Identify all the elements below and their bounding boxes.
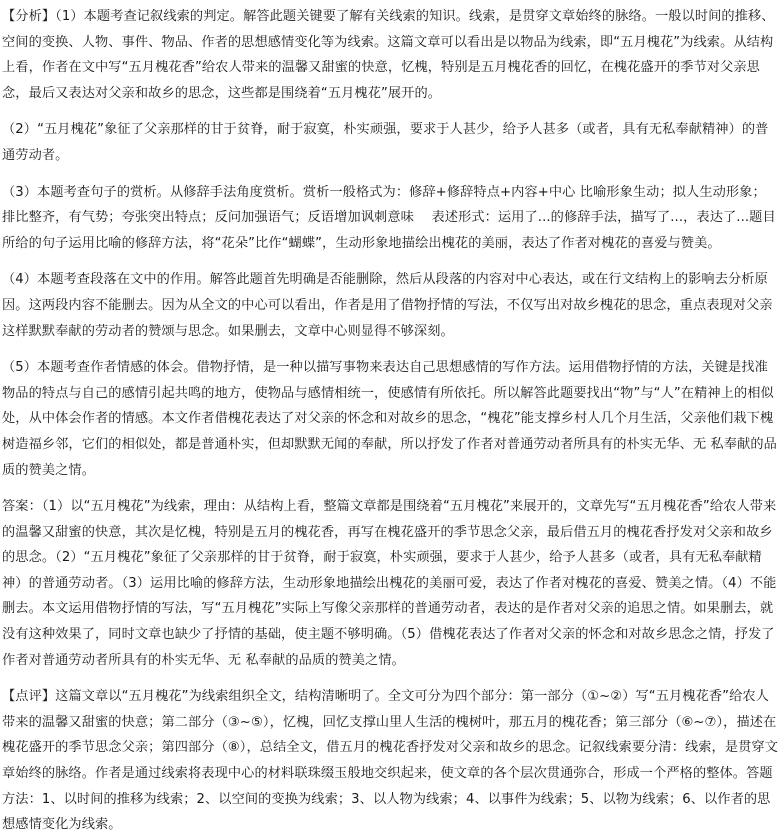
analysis-paragraph-4: （4）本题考查段落在文中的作用。解答此题首先明确是否能删除，然后从段落的内容对中心表达，或在行文结构上的影响去分析原因。这两段内容不能删去。因为从全文的中心可以看出，作者是用了借物抒情的写法，不仅写出对故乡槐花的思念，重点表现对父亲这样默默奉献的劳动者的赞颂与思念。如果删去，文章中心则显得不够深刻。 — [2, 272, 773, 339]
comment-label: 【点评】 — [2, 689, 56, 705]
comment-paragraph — [2, 684, 778, 838]
analysis-paragraph-5: （5）本题考查作者情感的体会。借物抒情，是一种以描写事物来表达自己思想感情的写作方法。运用借物抒情的方法，关键是找准物品的特点与自己的感情引起共鸣的地方，使物品与感情相统一，使感情有所依托。所以解答此题要找出“物”与“人”在精神上的相似处，从中体会作者的情感。本文作者借槐花表达了对父亲的怀念和对故乡的思念，“槐花”能支撑乡村人几个月生活，父亲他们栽下槐树造福乡邻，它们的相似处，都是普通朴实，但却默默无闻的奉献，所以抒发了作者对普通劳动者所具有的朴实无华、无 私奉献的品质的赞美之情。 — [2, 360, 777, 478]
analysis-paragraph-2: （2）“五月槐花”象征了父亲那样的甘于贫脊，耐于寂寞，朴实顽强，要求于人甚少，给予人甚多（或者，具有无私奉献精神）的普通劳动者。 — [2, 122, 769, 163]
analysis-paragraph-3: （3）本题考查句子的赏析。从修辞手法角度赏析。赏析一般格式为：修辞+修辞特点+内容+中心 比喻形象生动；拟人生动形象；排比整齐，有气势；夸张突出特点；反问加强语气；反语增加讽刺意味 表述形式：运用了...的修辞手法，描写了...，表达了...题目所给的句子运用比喻的修辞方法，将“花朵”比作“蝴蝶”，生动形象地描绘出槐花的美丽，表达了作者对槐花的喜爱与赞美。 — [2, 184, 776, 251]
analysis-label: 【分析】 — [2, 9, 56, 24]
analysis-p1-text: （1）本题考查记叙线索的判定。解答此题关键要了解有关线索的知识。线索，是贯穿文章始终的脉络。一般以时间的推移、空间的变换、人物、事件、物品、作者的思想感情变化等为线索。这篇文章可以看出是以物品为线索，即“五月槐花”为线索。从结构上看，作者在文中写“五月槐花香”给农人带来的温馨又甜蜜的快意，忆槐，特别是五月槐花香的回忆，在槐花盛开的季节对父亲思念，最后又表达对父亲和故乡的思念，这些都是围绕着“五月槐花”展开的。 — [2, 9, 775, 101]
answer-paragraph: 答案：（1）以“五月槐花”为线索，理由：从结构上看，整篇文章都是围绕着“五月槐花”来展开的，文章先写“五月槐花香”给农人带来的温馨又甜蜜的快意，其次是忆槐，特别是五月的槐花香，再写在槐花盛开的季节思念父亲，最后借五月的槐花香抒发对父亲和故乡的思念。（2）“五月槐花”象征了父亲那样的甘于贫脊，耐于寂寞，朴实顽强，要求于人甚少，给予人甚多（或者，具有无私奉献精神）的普通劳动者。（3）运用比喻的修辞方法，生动形象地描绘出槐花的美丽可爱，表达了作者对槐花的喜爱、赞美之情。（4）不能删去。本文运用借物抒情的写法，写“五月槐花”实际上写像父亲那样的普通劳动者，表达的是作者对父亲的追思之情。如果删去，就没有这种效果了，同时文章也缺少了抒情的基础，使主题不够明确。（5）借槐花表达了作者对父亲的怀念和对故乡思念之情，抒发了作者对普通劳动者所具有的朴实无华、无 私奉献的品质的赞美之情。 — [2, 499, 777, 668]
analysis-paragraph-1 — [2, 4, 778, 106]
comment-text: 这篇文章以“五月槐花”为线索组织全文，结构清晰明了。全文可分为四个部分：第一部分（①~②）写“五月槐花香”给农人带来的温馨又甜蜜的快意；第二部分（③~⑤），忆槐，回忆支撑山里人生活的槐树叶，那五月的槐花香；第三部分（⑥~⑦），描述在槐花盛开的季节思念父亲；第四部分（⑧），总结全文，借五月的槐花香抒发对父亲和故乡的思念。记叙线索要分清：线索，是贯穿文章始终的脉络。作者是通过线索将表现中心的材料联珠缀玉般地交织起来，使文章的各个层次贯通弥合，形成一个严格的整体。答题方法：1、以时间的推移为线索；2、以空间的变换为线索；3、以人物为线索；4、以事件为线索；5、以物为线索；6、以作者的思想感情变化为线索。 — [2, 689, 778, 833]
